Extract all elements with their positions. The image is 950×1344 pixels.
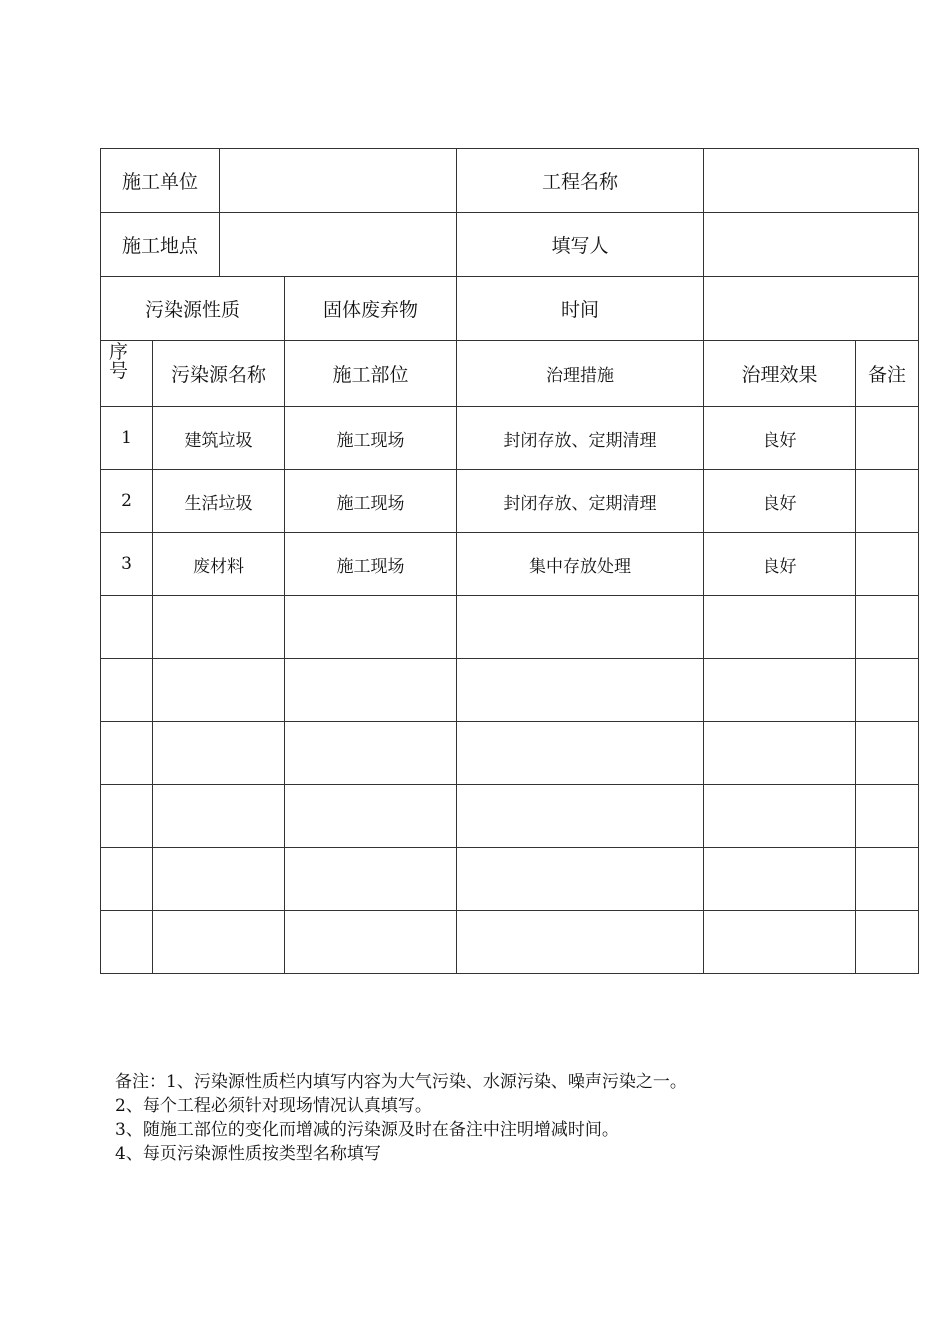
cell-name[interactable]: 建筑垃圾 bbox=[153, 407, 285, 470]
cell-name[interactable] bbox=[153, 596, 285, 659]
col-effect: 治理效果 bbox=[704, 341, 856, 407]
col-remark: 备注 bbox=[856, 341, 919, 407]
cell-seq[interactable]: 2 bbox=[101, 470, 153, 533]
time-value[interactable] bbox=[704, 277, 919, 341]
cell-seq[interactable]: 1 bbox=[101, 407, 153, 470]
cell-measure[interactable] bbox=[457, 848, 704, 911]
cell-measure[interactable] bbox=[457, 722, 704, 785]
cell-location[interactable]: 施工现场 bbox=[285, 470, 457, 533]
cell-measure[interactable]: 封闭存放、定期清理 bbox=[457, 470, 704, 533]
table-row bbox=[101, 407, 919, 470]
col-location: 施工部位 bbox=[285, 341, 457, 407]
col-seq-label: 序号 bbox=[109, 341, 129, 382]
unit-value[interactable] bbox=[220, 149, 457, 213]
table-row bbox=[101, 722, 919, 785]
record-table bbox=[100, 148, 919, 974]
cell-effect[interactable]: 良好 bbox=[704, 407, 856, 470]
cell-seq[interactable] bbox=[101, 848, 153, 911]
cell-remark[interactable] bbox=[856, 911, 919, 974]
cell-name[interactable] bbox=[153, 848, 285, 911]
cell-effect[interactable]: 良好 bbox=[704, 533, 856, 596]
cell-seq[interactable] bbox=[101, 911, 153, 974]
cell-remark[interactable] bbox=[856, 407, 919, 470]
footnotes bbox=[115, 1070, 775, 1166]
col-seq bbox=[101, 341, 153, 407]
cell-measure[interactable]: 封闭存放、定期清理 bbox=[457, 407, 704, 470]
table-row bbox=[101, 470, 919, 533]
header-row-unit bbox=[101, 149, 919, 213]
site-label: 施工地点 bbox=[101, 213, 220, 277]
cell-remark[interactable] bbox=[856, 722, 919, 785]
table-row bbox=[101, 848, 919, 911]
table-row bbox=[101, 533, 919, 596]
cell-seq[interactable]: 3 bbox=[101, 533, 153, 596]
cell-measure[interactable]: 集中存放处理 bbox=[457, 533, 704, 596]
table-row bbox=[101, 911, 919, 974]
cell-name[interactable] bbox=[153, 722, 285, 785]
cell-remark[interactable] bbox=[856, 659, 919, 722]
cell-remark[interactable] bbox=[856, 533, 919, 596]
column-header-row bbox=[101, 341, 919, 407]
cell-name[interactable]: 废材料 bbox=[153, 533, 285, 596]
cell-effect[interactable] bbox=[704, 848, 856, 911]
cell-name[interactable] bbox=[153, 785, 285, 848]
cell-effect[interactable] bbox=[704, 785, 856, 848]
cell-effect[interactable]: 良好 bbox=[704, 470, 856, 533]
nature-value[interactable]: 固体废弃物 bbox=[285, 277, 457, 341]
header-row-site bbox=[101, 213, 919, 277]
cell-measure[interactable] bbox=[457, 785, 704, 848]
nature-label: 污染源性质 bbox=[101, 277, 285, 341]
note-line: 2、每个工程必须针对现场情况认真填写。 bbox=[115, 1096, 432, 1116]
cell-remark[interactable] bbox=[856, 848, 919, 911]
project-label: 工程名称 bbox=[457, 149, 704, 213]
site-value[interactable] bbox=[220, 213, 457, 277]
unit-label: 施工单位 bbox=[101, 149, 220, 213]
cell-location[interactable]: 施工现场 bbox=[285, 407, 457, 470]
filler-label: 填写人 bbox=[457, 213, 704, 277]
cell-measure[interactable] bbox=[457, 596, 704, 659]
cell-seq[interactable] bbox=[101, 596, 153, 659]
cell-name[interactable] bbox=[153, 911, 285, 974]
note-line: 4、每页污染源性质按类型名称填写 bbox=[115, 1144, 381, 1164]
filler-value[interactable] bbox=[704, 213, 919, 277]
cell-location[interactable]: 施工现场 bbox=[285, 533, 457, 596]
col-name: 污染源名称 bbox=[153, 341, 285, 407]
cell-effect[interactable] bbox=[704, 659, 856, 722]
cell-measure[interactable] bbox=[457, 659, 704, 722]
cell-remark[interactable] bbox=[856, 470, 919, 533]
cell-seq[interactable] bbox=[101, 785, 153, 848]
note-line: 3、随施工部位的变化而增减的污染源及时在备注中注明增减时间。 bbox=[115, 1120, 619, 1140]
cell-location[interactable] bbox=[285, 596, 457, 659]
cell-location[interactable] bbox=[285, 785, 457, 848]
project-value[interactable] bbox=[704, 149, 919, 213]
cell-seq[interactable] bbox=[101, 659, 153, 722]
cell-name[interactable]: 生活垃圾 bbox=[153, 470, 285, 533]
pollution-record-form bbox=[100, 148, 919, 974]
cell-location[interactable] bbox=[285, 911, 457, 974]
cell-seq[interactable] bbox=[101, 722, 153, 785]
cell-effect[interactable] bbox=[704, 911, 856, 974]
note-line: 备注：1、污染源性质栏内填写内容为大气污染、水源污染、噪声污染之一。 bbox=[115, 1072, 687, 1092]
cell-effect[interactable] bbox=[704, 722, 856, 785]
header-row-nature bbox=[101, 277, 919, 341]
table-row bbox=[101, 596, 919, 659]
table-row bbox=[101, 785, 919, 848]
col-measure: 治理措施 bbox=[457, 341, 704, 407]
cell-name[interactable] bbox=[153, 659, 285, 722]
cell-location[interactable] bbox=[285, 722, 457, 785]
cell-location[interactable] bbox=[285, 848, 457, 911]
cell-measure[interactable] bbox=[457, 911, 704, 974]
time-label: 时间 bbox=[457, 277, 704, 341]
cell-effect[interactable] bbox=[704, 596, 856, 659]
cell-remark[interactable] bbox=[856, 596, 919, 659]
table-row bbox=[101, 659, 919, 722]
cell-location[interactable] bbox=[285, 659, 457, 722]
cell-remark[interactable] bbox=[856, 785, 919, 848]
